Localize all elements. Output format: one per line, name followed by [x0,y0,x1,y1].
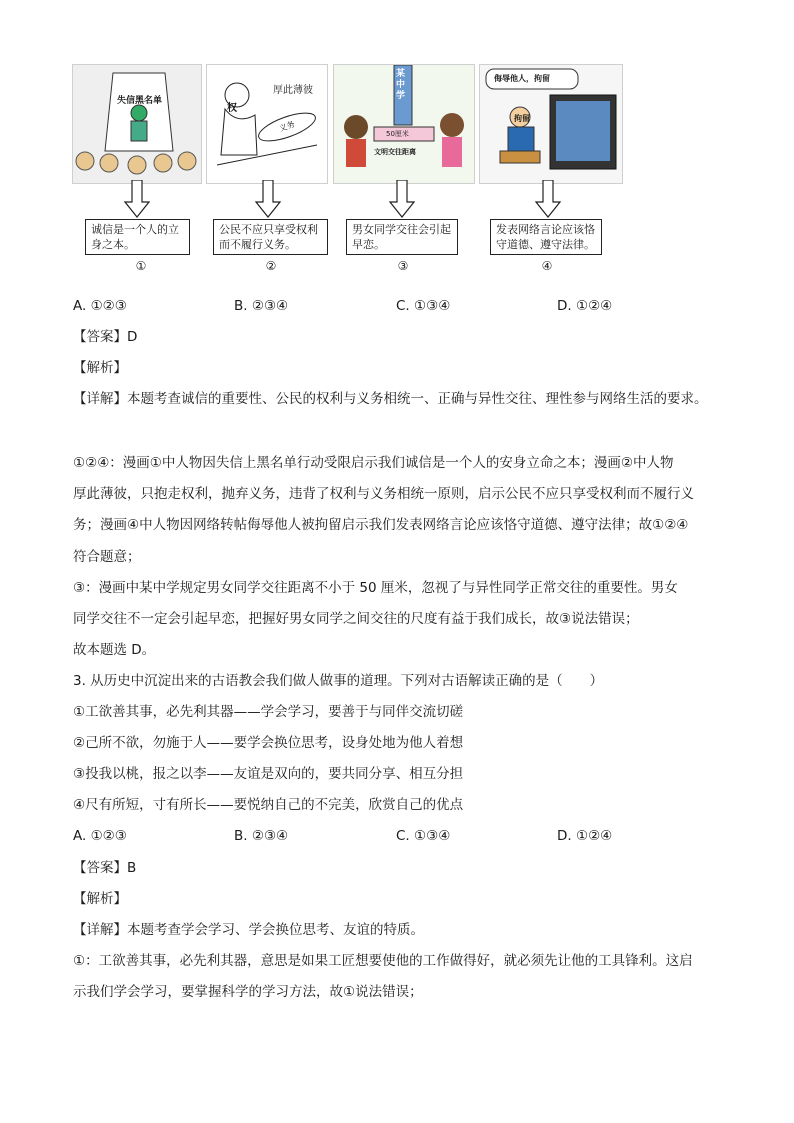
q3-analysis-heading: 【解析】 [73,891,127,907]
q3-item-3: ③投我以桃，报之以李——友谊是双向的，要共同分享、相互分担 [73,766,464,782]
q3-detail: 【详解】本题考查学会学习、学会换位思考、友谊的特质。 [73,922,424,938]
caption-box-2: 公民不应只享受权利而不履行义务。 [213,219,328,255]
comic-1 [72,64,202,184]
comic-3-tag-rule: 文明交往距离 [374,148,416,156]
comic-2-tag-duty: 义务 [277,119,297,134]
q2-option-b[interactable]: B. ②③④ [234,298,289,314]
q2-analysis-heading: 【解析】 [73,360,127,376]
q2-para2-line1: ③：漫画中某中学规定男女同学交往距离不小于 50 厘米，忽视了与异性同学正常交往的重要性。男女 [73,580,678,596]
q2-para1-line1: ①②④：漫画①中人物因失信上黑名单行动受限启示我们诚信是一个人的安身立命之本；漫画②中人物 [73,455,674,471]
q3-option-b[interactable]: B. ②③④ [234,828,289,844]
down-arrow-icon [124,180,150,218]
comic-2-tag-rights: 权 [227,103,237,114]
caption-number-2: ② [265,259,277,273]
q3-para1-line2: 示我们学会学习，要掌握科学的学习方法，故①说法错误； [73,984,423,1000]
down-arrow-icon [255,180,281,218]
q2-answer: 【答案】D [73,329,138,345]
caption-box-3: 男女同学交往会引起早恋。 [346,219,458,255]
comic-2 [206,64,328,184]
q2-para1-line3: 务；漫画④中人物因网络转帖侮辱他人被拘留启示我们发表网络言论应该恪守道德、遵守法律；故①②④ [73,517,689,533]
q2-option-c[interactable]: C. ①③④ [396,298,451,314]
q3-stem: 3. 从历史中沉淀出来的古语教会我们做人做事的道理。下列对古语解读正确的是（ ） [73,673,604,689]
caption-number-4: ④ [541,259,553,273]
comic-1-illustration [73,65,201,183]
q2-para2-line2: 同学交往不一定会引起早恋，把握好男女同学之间交往的尺度有益于我们成长，故③说法错误； [73,611,639,627]
comic-4-tag: 拘留 [514,114,530,123]
comic-2-label: 厚此薄彼 [273,85,313,96]
down-arrow-icon [535,180,561,218]
comic-3 [333,64,475,184]
q2-conclusion: 故本题选 D。 [73,642,156,658]
caption-box-4: 发表网络言论应该恪守道德、遵守法律。 [490,219,602,255]
q2-option-a[interactable]: A. ①②③ [73,298,127,314]
q2-option-d[interactable]: D. ①②④ [557,298,613,314]
q3-answer: 【答案】B [73,860,137,876]
q3-item-1: ①工欲善其事，必先利其器——学会学习，要善于与同伴交流切磋 [73,704,464,720]
comic-3-label: 某中学 [396,69,406,101]
q3-item-2: ②己所不欲，勿施于人——要学会换位思考，设身处地为他人着想 [73,735,464,751]
q3-option-c[interactable]: C. ①③④ [396,828,451,844]
comic-4-label: 侮辱他人，拘留 [494,74,550,83]
q3-item-4: ④尺有所短，寸有所长——要悦纳自己的不完美，欣赏自己的优点 [73,797,464,813]
q3-option-d[interactable]: D. ①②④ [557,828,613,844]
q2-para1-line4: 符合题意； [73,549,141,565]
down-arrow-icon [389,180,415,218]
caption-box-1: 诚信是一个人的立身之本。 [85,219,190,255]
caption-number-1: ① [135,259,147,273]
q3-option-a[interactable]: A. ①②③ [73,828,127,844]
comic-3-tag-distance: 50厘米 [386,130,409,138]
caption-number-3: ③ [397,259,409,273]
q3-para1-line1: ①：工欲善其事，必先利其器，意思是如果工匠想要使他的工作做得好，就必须先让他的工具锋利。这启 [73,953,693,969]
comic-4 [479,64,623,184]
comic-1-label: 失信黑名单 [117,96,163,106]
q2-detail: 【详解】本题考查诚信的重要性、公民的权利与义务相统一、正确与异性交往、理性参与网络生活的要求。 [73,391,708,407]
q2-para1-line2: 厚此薄彼，只抱走权利，抛弃义务，违背了权利与义务相统一原则，启示公民不应只享受权利而不履行义 [73,486,694,502]
